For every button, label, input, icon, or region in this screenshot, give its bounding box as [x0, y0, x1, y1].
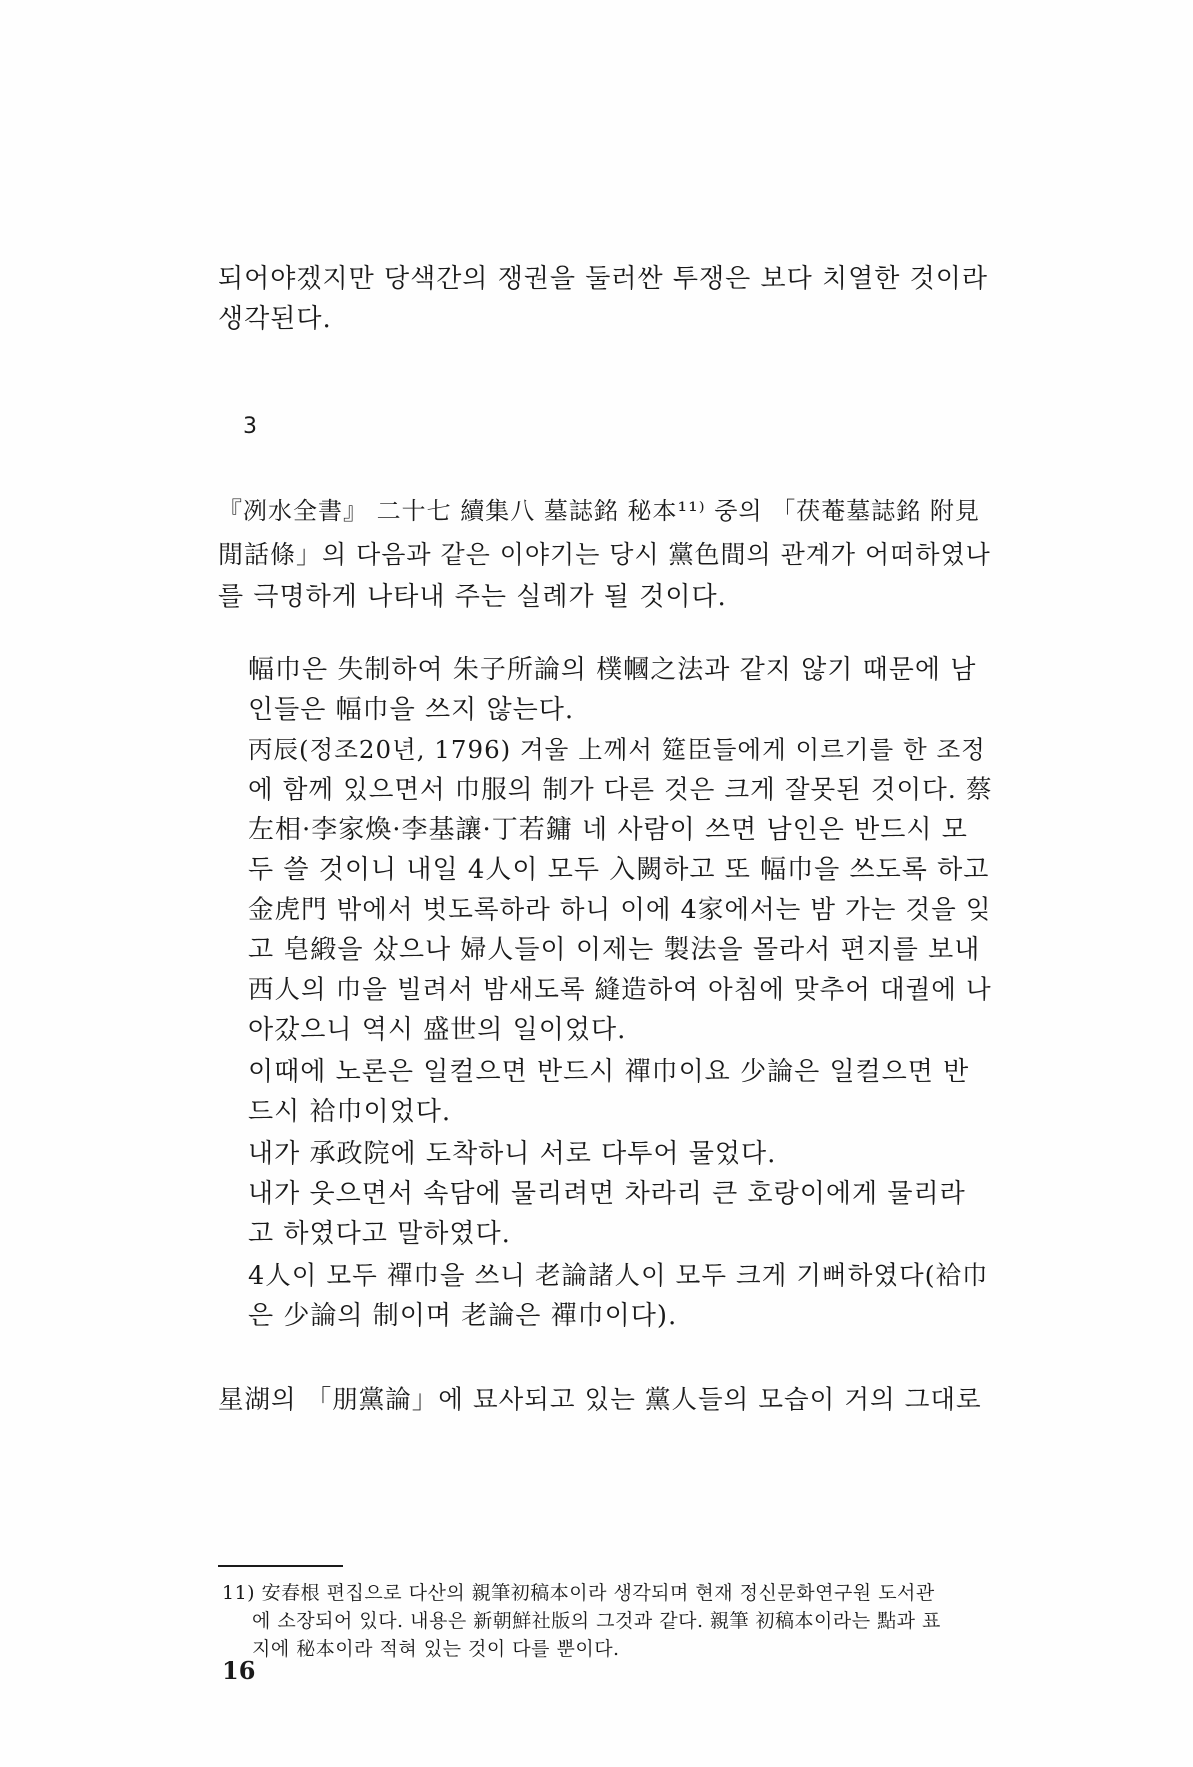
- body-line: 생각된다.: [218, 304, 332, 334]
- body-line: 되어야겠지만 당색간의 쟁권을 둘러싼 투쟁은 보다 치열한 것이라: [218, 264, 988, 294]
- quote-line: 西人의 巾을 빌려서 밤새도록 縫造하여 아침에 맞추어 대궐에 나: [248, 975, 992, 1005]
- quote-line: 에 함께 있으면서 巾服의 制가 다른 것은 크게 잘못된 것이다. 蔡: [248, 775, 993, 805]
- quote-line: 고 皂緞을 샀으나 婦人들이 이제는 製法을 몰라서 편지를 보내: [248, 935, 981, 965]
- footnote-line: 지에 秘本이라 적혀 있는 것이 다를 뿐이다.: [252, 1638, 620, 1660]
- quote-line: 드시 袷巾이었다.: [248, 1097, 452, 1127]
- footnote-line: 11) 安春根 편집으로 다산의 親筆初稿本이라 생각되며 현재 정신문화연구원 도서관: [222, 1582, 935, 1604]
- quote-line: 幅巾은 失制하여 朱子所論의 樸幗之法과 같지 않기 때문에 남: [248, 655, 977, 685]
- footnote-divider: [218, 1565, 343, 1567]
- quote-line: 아갔으니 역시 盛世의 일이었다.: [248, 1015, 627, 1045]
- quote-line: 金虎門 밖에서 벗도록하라 하니 이에 4家에서는 밤 가는 것을 잊: [248, 895, 992, 925]
- quote-line: 내가 承政院에 도착하니 서로 다투어 물었다.: [248, 1139, 777, 1169]
- quote-line: 이때에 노론은 일컬으면 반드시 禪巾이요 少論은 일컬으면 반: [248, 1057, 970, 1087]
- quote-line: 인들은 幅巾을 쓰지 않는다.: [248, 695, 575, 725]
- page-number: 16: [222, 1656, 256, 1685]
- body-line: 星湖의 「朋黨論」에 묘사되고 있는 黨人들의 모습이 거의 그대로: [218, 1385, 982, 1415]
- section-number: 3: [243, 414, 257, 439]
- body-line: 閒話條」의 다음과 같은 이야기는 당시 黨色間의 관계가 어떠하였나: [218, 540, 991, 569]
- quote-line: 고 하였다고 말하였다.: [248, 1219, 511, 1249]
- quote-line: 두 쓸 것이니 내일 4人이 모두 入闕하고 또 幅巾을 쓰도록 하고: [248, 855, 990, 885]
- footnote-line: 에 소장되어 있다. 내용은 新朝鮮社版의 그것과 같다. 親筆 初稿本이라는 點과 표: [252, 1610, 941, 1632]
- quote-line: 4人이 모두 禪巾을 쓰니 老論諸人이 모두 크게 기뻐하였다(袷巾: [248, 1261, 989, 1291]
- quote-line: 내가 웃으면서 속담에 물리려면 차라리 큰 호랑이에게 물리라: [248, 1179, 966, 1209]
- body-line: 『冽水全書』 二十七 續集八 墓誌銘 秘本¹¹⁾ 중의 「茯菴墓誌銘 附見: [218, 497, 980, 525]
- body-line: 를 극명하게 나타내 주는 실례가 될 것이다.: [218, 582, 727, 612]
- quote-line: 丙辰(정조20년, 1796) 겨울 上께서 筵臣들에게 이르기를 한 조정: [248, 735, 986, 764]
- quote-line: 은 少論의 制이며 老論은 禪巾이다).: [248, 1301, 678, 1331]
- quote-line: 左相·李家煥·李基讓·丁若鏞 네 사람이 쓰면 남인은 반드시 모: [248, 815, 968, 845]
